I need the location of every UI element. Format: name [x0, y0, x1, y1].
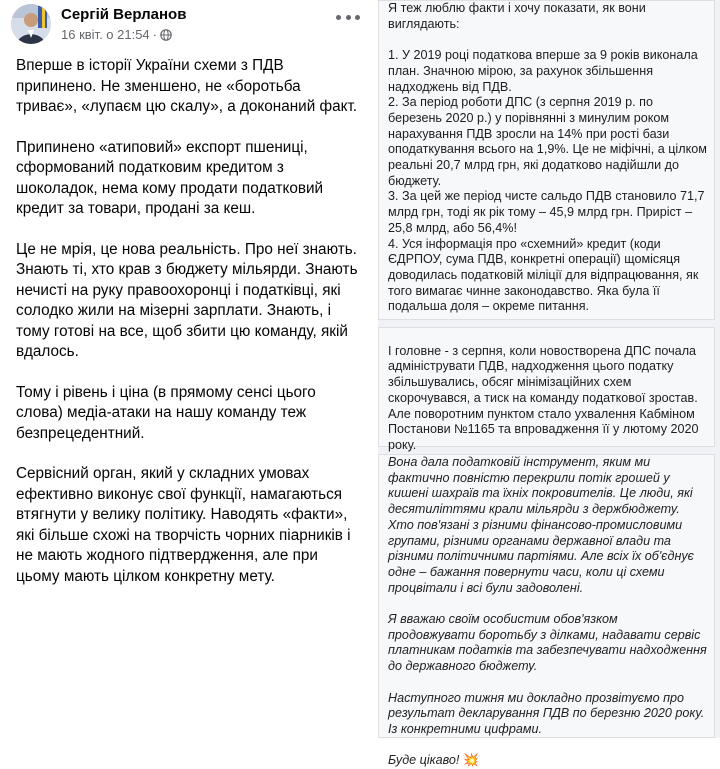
post-paragraph: Це не мрія, це нова реальність. Про неї знають. Знають ті, хто крав з бюджету мільярди. Знають нечисті на руку правоохоронці і податківці, які солодко жили на мізерні зарплати. Знають, і тому готові на все, щоб збити цю команду, якій вдалось. [16, 240, 358, 360]
conclusion-paragraph: Я вважаю своїм особистим обов'язком продовжувати боротьбу з ділками, надавати сервіс платникам податків та забезпечувати надходження до державного бюджету. [388, 612, 707, 674]
author-name[interactable]: Сергій Верланов [61, 6, 187, 23]
post-meta [61, 27, 172, 42]
fact-item: 2. За період роботи ДПС (з серпня 2019 р. по березень 2020 р.) у порівнянні з минулим роком нарахування ПДВ зросли на 14% при рості бази оподаткування всього на 1,9%. Це не міфічні, а цілком реальні 20,7 млрд грн, які додатково надійшли до бюджету. [388, 95, 707, 188]
post-header [11, 4, 366, 48]
main-paragraph: І головне - з серпня, коли новостворена ДПС почала адмініструвати ПДВ, надходження цього податку збільшувались, обсяг мінімізаційних схем скорочувався, а тиск на команду податкової зростав. Але поворотним пунктом стало ухвалення Кабміном Постанови №1165 та впровадження її у лютому 2020 року. [388, 343, 699, 452]
text-card-conclusion [378, 454, 715, 768]
fact-item: 4. Уся інформація про «схемний» кредит (коди ЄДРПОУ, сума ПДВ, конкретні операції) щомісяця доводилась податковій міліції для відпрацювання, як того вимагає чинне законодавство. Яка була її подальша доля – окреме питання. [388, 236, 699, 314]
text-card-facts [378, 0, 715, 320]
conclusion-paragraph: Наступного тижня ми докладно прозвітуємо про результат декларування ПДВ по березню 2020 року. Із конкретними цифрами. [388, 690, 705, 736]
closing-text: Буде цікаво! [388, 753, 460, 768]
post-paragraph: Тому і рівень і ціна (в прямому сенсі цього слова) медіа-атаки на нашу команду теж безпрецедентний. [16, 383, 316, 442]
facebook-post [0, 0, 370, 738]
meta-separator: · [152, 27, 158, 42]
explosion-emoji-icon: 💥 [462, 753, 479, 768]
closing-line [388, 753, 708, 769]
post-paragraph: Припинено «атиповий» експорт пшениці, сформований податковим кредитом з шоколадок, нема кому продати податковий кредит за товари, продані за кеш. [16, 138, 324, 217]
attached-image[interactable] [378, 0, 720, 768]
fact-item: 1. У 2019 році податкова вперше за 9 років виконала план. Значною мірою, за рахунок збільшення надходжень від ПДВ. [388, 48, 698, 94]
post-date[interactable]: 16 квіт. о 21:54 [61, 27, 150, 42]
facts-intro: Я теж люблю факти і хочу показати, як вони виглядають: [388, 1, 646, 31]
globe-icon [160, 29, 172, 41]
more-options-icon[interactable] [336, 10, 360, 24]
post-paragraph: Вперше в історії України схеми з ПДВ припинено. Не зменшено, не «боротьба триває», «лупаєм цю скалу», а доконаний факт. [16, 57, 358, 115]
author-avatar[interactable] [11, 4, 51, 44]
conclusion-paragraph: Вона дала податковій інструмент, яким ми фактично повністю перекрили потік грошей у кишені шахраїв та їхніх покровителів. Це люди, які десятиліттями крали мільярди з держбюджету. Хто пов'язані з різними фінансово-промисловими групами, різними органами державної влади та різними політичними партіями. Але всіх їх об'єднує одне – бажання повернути часи, коли ці схеми процвітали і всі були задоволені. [388, 455, 694, 595]
text-card-main [378, 327, 715, 452]
fact-item: 3. За цей же період чисте сальдо ПДВ становило 71,7 млрд грн, тоді як рік тому – 45,9 млрд грн. Приріст – 25,8 млрд, або 56,4%! [388, 189, 705, 235]
post-text [16, 56, 361, 607]
post-paragraph: Сервісний орган, який у складних умовах ефективно виконує свої функції, намагаються втягнути у велику політику. Наводять «факти», які більше схожі на творчість чорних піарників і не мають жодного підтвердження, але при цьому мають цілком конкретну мету. [16, 465, 351, 585]
